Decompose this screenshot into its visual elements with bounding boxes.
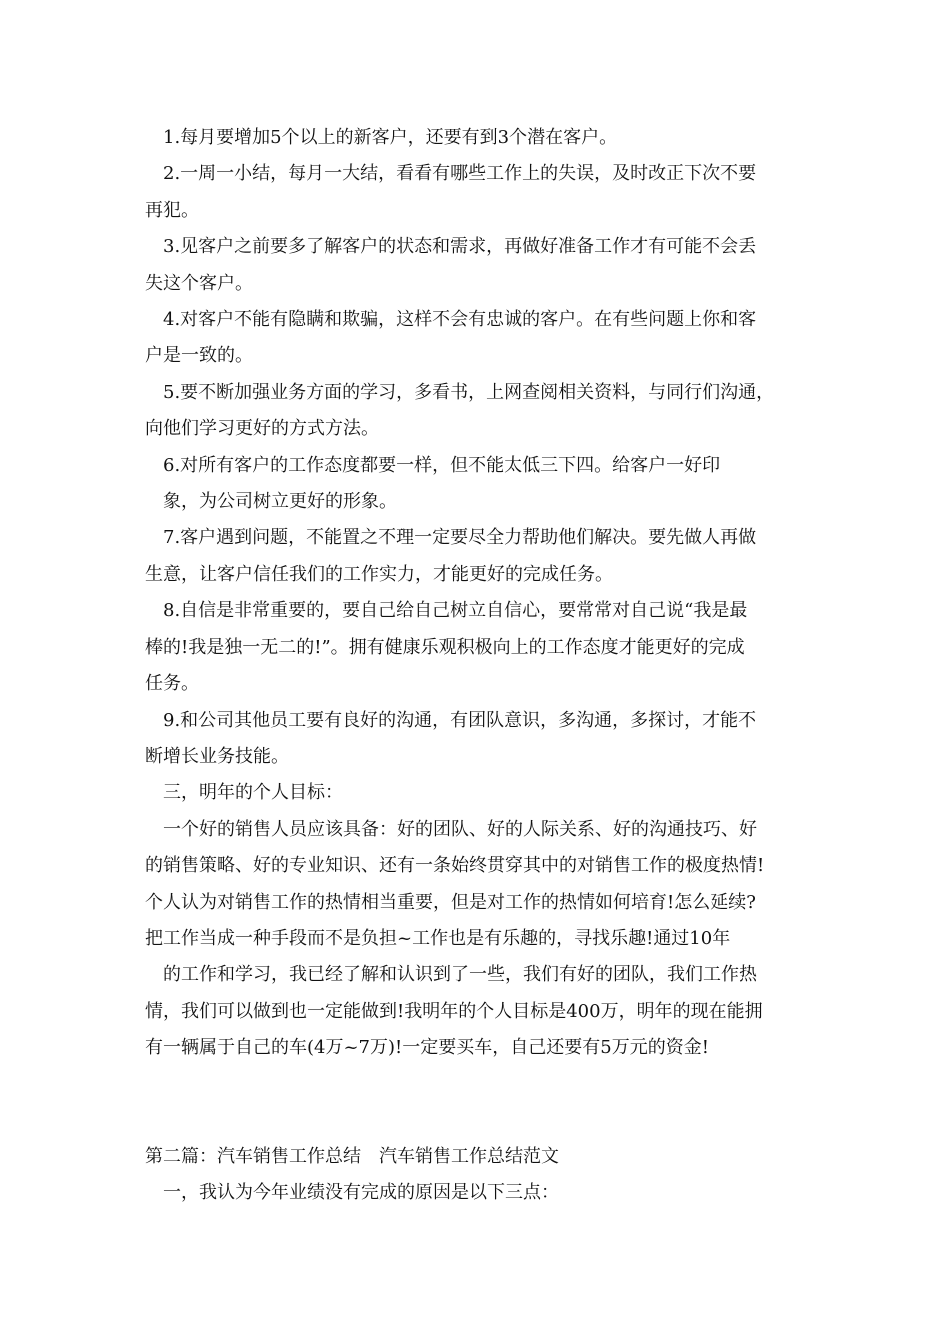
- paragraph-text: 把工作当成一种手段而不是负担~工作也是有乐趣的，寻找乐趣!通过10年: [145, 927, 731, 949]
- list-item-text: 任务。: [145, 673, 199, 695]
- list-item-2-continuation: [145, 193, 815, 229]
- section-spacer: [145, 1067, 815, 1139]
- list-item-text: 户是一致的。: [145, 345, 253, 367]
- list-item-4: [145, 302, 815, 338]
- paragraph-line: [145, 1030, 815, 1066]
- list-item-3: [145, 229, 815, 265]
- list-item-text: 向他们学习更好的方式方法。: [145, 418, 379, 440]
- section-title: [145, 1139, 815, 1175]
- paragraph-line: [145, 812, 815, 848]
- list-item-text: 象，为公司树立更好的形象。: [163, 491, 397, 513]
- paragraph-text: 一，我认为今年业绩没有完成的原因是以下三点：: [163, 1181, 559, 1203]
- list-item-8-continuation: [145, 630, 815, 666]
- paragraph-text: 的销售策略、好的专业知识、还有一条始终贯穿其中的对销售工作的极度热情!: [145, 855, 765, 877]
- list-item-text: 9.和公司其他员工要有良好的沟通，有团队意识，多沟通，多探讨，才能不: [163, 709, 757, 731]
- paragraph-line: [145, 848, 815, 884]
- list-item-9-continuation: [145, 739, 815, 775]
- paragraph-line: [145, 994, 815, 1030]
- paragraph-line: [145, 921, 815, 957]
- section-heading: [145, 775, 815, 811]
- list-item-5-continuation: [145, 411, 815, 447]
- list-item-2: [145, 156, 815, 192]
- section-first-line: [145, 1175, 815, 1211]
- list-item-text: 5.要不断加强业务方面的学习，多看书，上网查阅相关资料，与同行们沟通，: [163, 381, 775, 403]
- list-item-text: 7.客户遇到问题，不能置之不理一定要尽全力帮助他们解决。要先做人再做: [163, 527, 757, 549]
- list-item-9: [145, 703, 815, 739]
- list-item-text: 8.自信是非常重要的，要自己给自己树立自信心，要常常对自己说“我是最: [163, 600, 748, 622]
- paragraph-text: 有一辆属于自己的车(4万~7万)!一定要买车，自己还要有5万元的资金!: [145, 1037, 709, 1059]
- section-title-text: 第二篇：汽车销售工作总结 汽车销售工作总结范文: [145, 1145, 559, 1167]
- list-item-text: 棒的!我是独一无二的!”。拥有健康乐观积极向上的工作态度才能更好的完成: [145, 636, 745, 658]
- paragraph-line: [145, 885, 815, 921]
- list-item-text: 失这个客户。: [145, 272, 253, 294]
- list-item-text: 6.对所有客户的工作态度都要一样，但不能太低三下四。给客户一好印: [163, 454, 721, 476]
- paragraph-text: 个人认为对销售工作的热情相当重要，但是对工作的热情如何培育!怎么延续?: [145, 891, 756, 913]
- paragraph-text: 一个好的销售人员应该具备：好的团队、好的人际关系、好的沟通技巧、好: [163, 818, 757, 840]
- paragraph-text: 情，我们可以做到也一定能做到!我明年的个人目标是400万，明年的现在能拥: [145, 1000, 763, 1022]
- list-item-8-continuation: [145, 666, 815, 702]
- list-item-text: 1.每月要增加5个以上的新客户，还要有到3个潜在客户。: [163, 127, 618, 148]
- list-item-3-continuation: [145, 266, 815, 302]
- list-item-text: 2.一周一小结，每月一大结，看看有哪些工作上的失误，及时改正下次不要: [163, 163, 757, 185]
- list-item-8: [145, 593, 815, 629]
- list-item-1: [145, 120, 815, 156]
- list-item-5: [145, 375, 815, 411]
- list-item-7-continuation: [145, 557, 815, 593]
- list-item-text: 4.对客户不能有隐瞒和欺骗，这样不会有忠诚的客户。在有些问题上你和客: [163, 309, 757, 331]
- list-item-7: [145, 520, 815, 556]
- section-heading-text: 三，明年的个人目标：: [163, 782, 343, 804]
- list-item-6-continuation: [145, 484, 815, 520]
- list-item-text: 断增长业务技能。: [145, 745, 289, 767]
- document-body: [145, 120, 815, 1211]
- list-item-4-continuation: [145, 338, 815, 374]
- list-item-6: [145, 448, 815, 484]
- list-item-text: 3.见客户之前要多了解客户的状态和需求，再做好准备工作才有可能不会丢: [163, 236, 757, 258]
- paragraph-text: 的工作和学习，我已经了解和认识到了一些，我们有好的团队，我们工作热: [163, 964, 757, 986]
- list-item-text: 再犯。: [145, 199, 199, 221]
- paragraph-line: [145, 957, 815, 993]
- list-item-text: 生意，让客户信任我们的工作实力，才能更好的完成任务。: [145, 563, 613, 585]
